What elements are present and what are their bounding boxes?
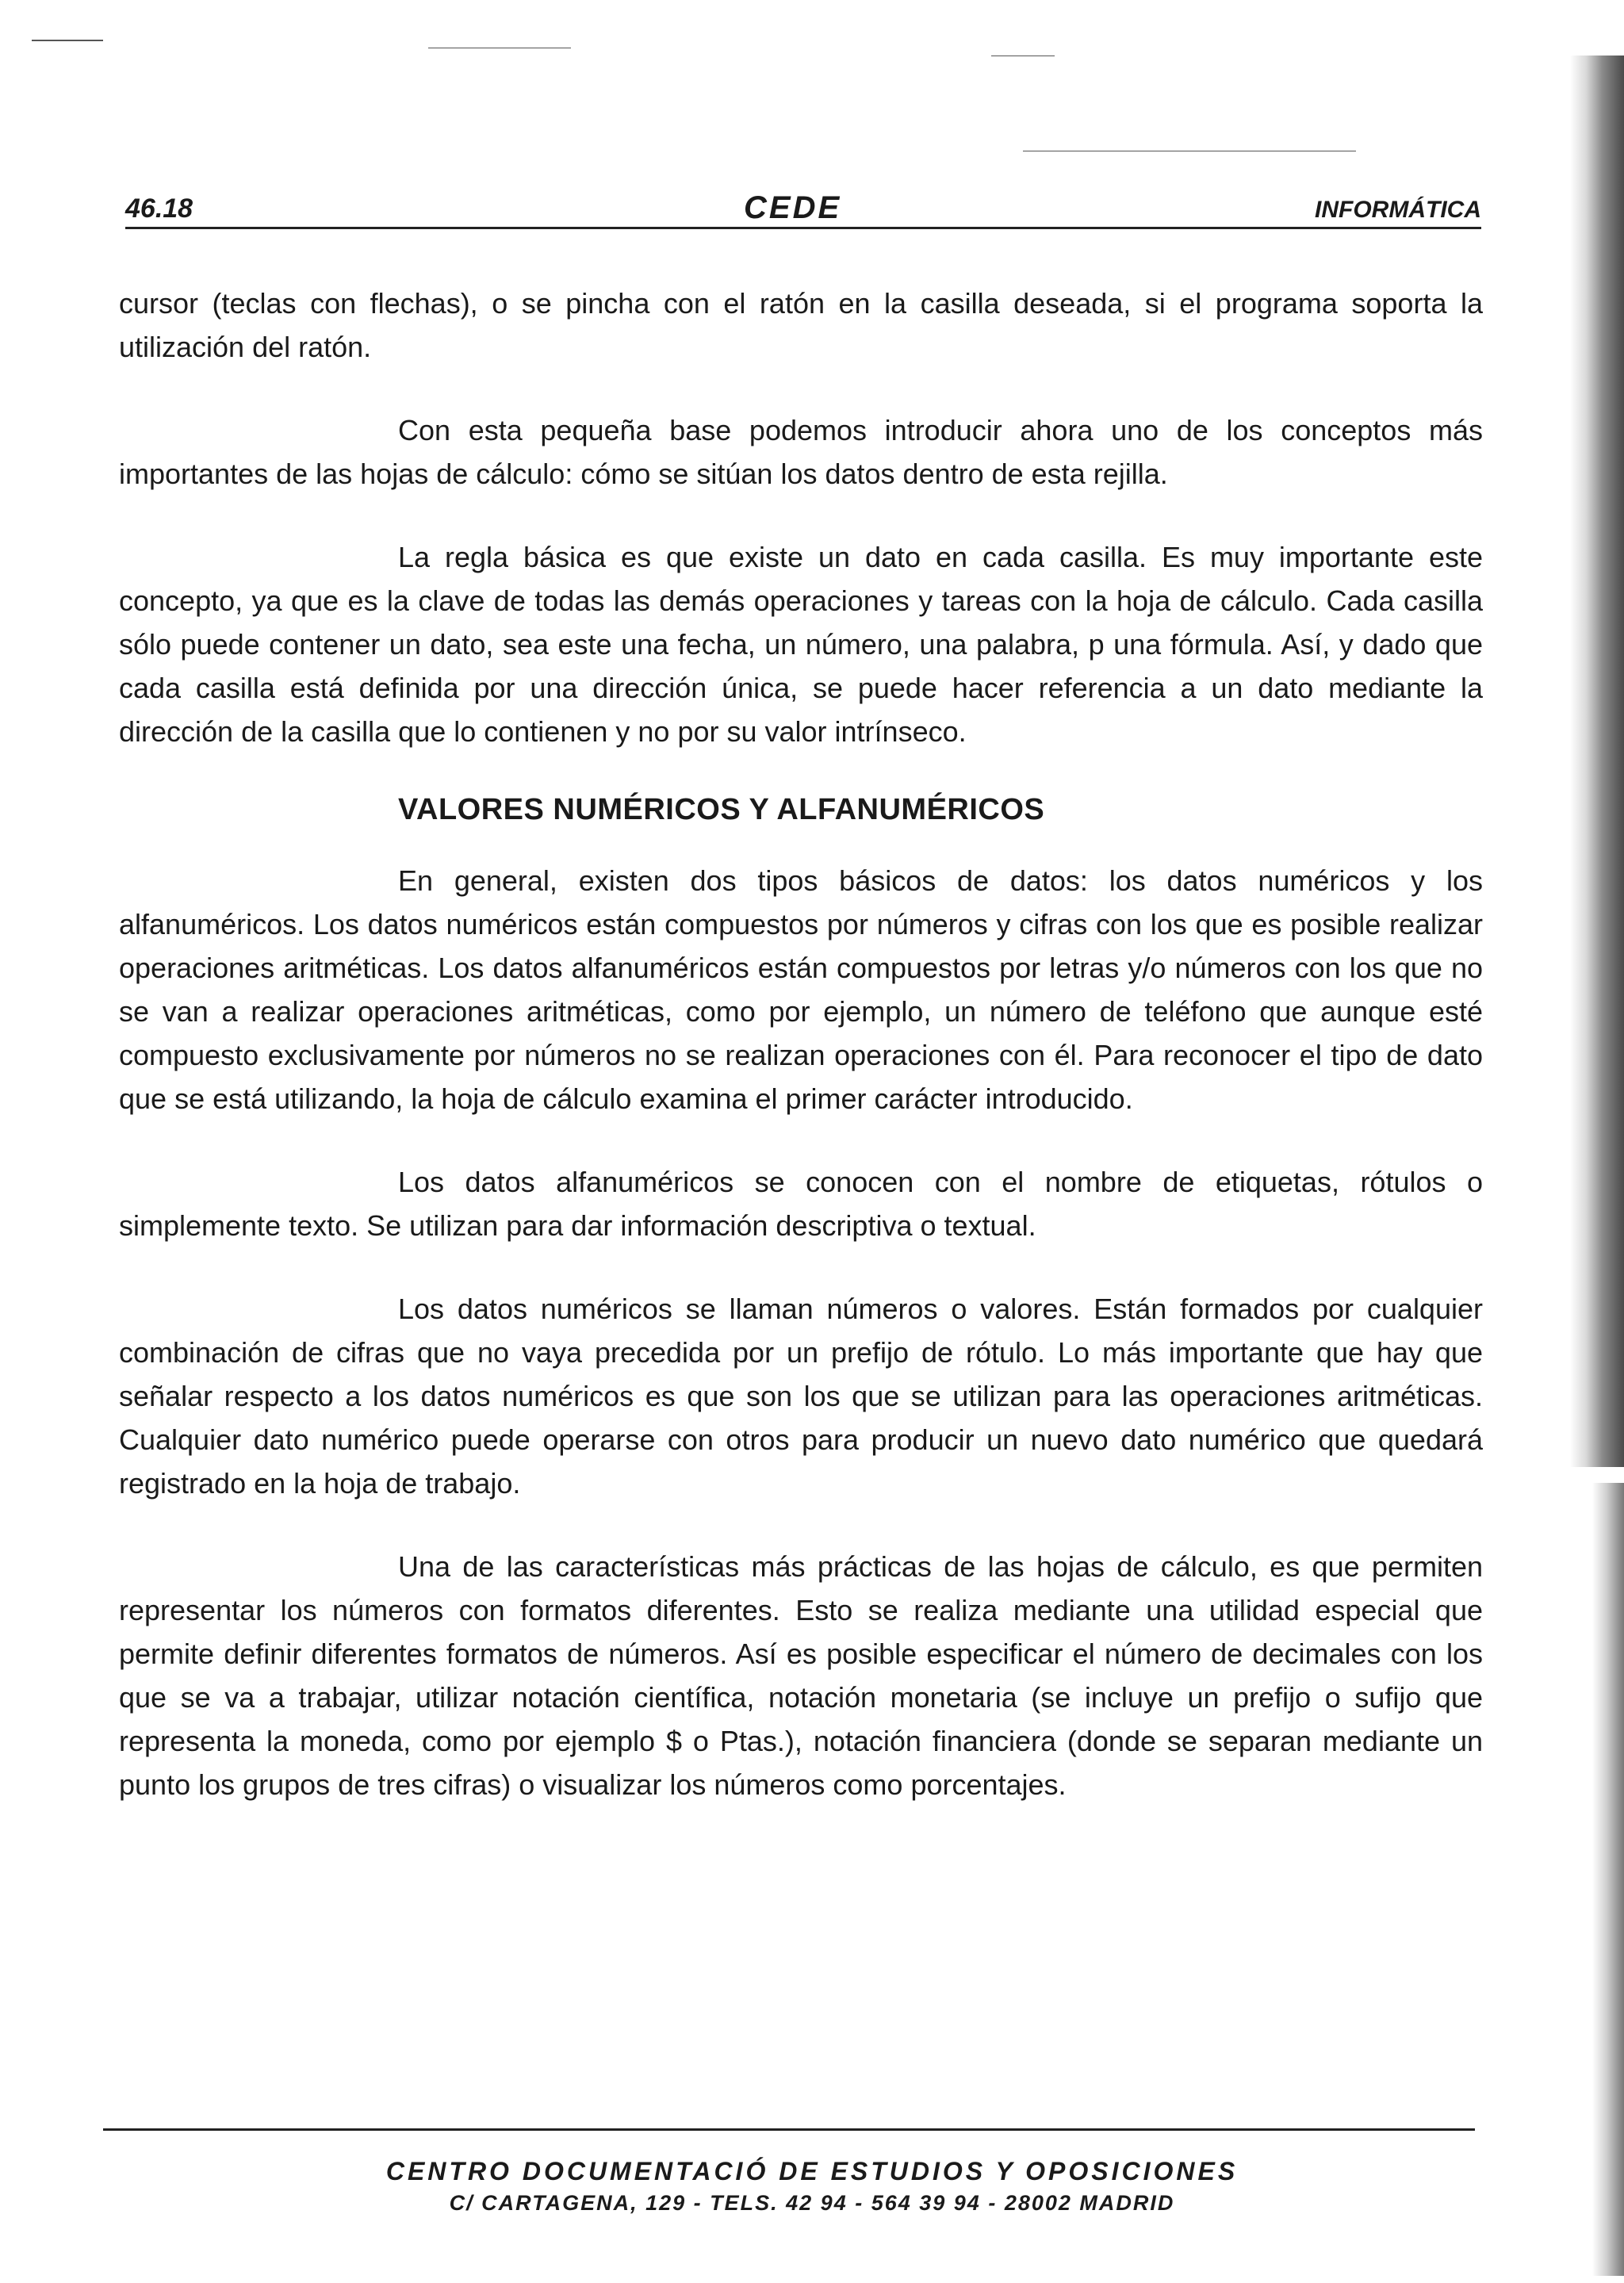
page-header	[125, 190, 1481, 230]
section-title: INFORMÁTICA	[1315, 197, 1481, 223]
body-paragraph: Con esta pequeña base podemos introducir ahora uno de los conceptos más importantes de las hojas de cálculo: cómo se sitúan los datos dentro de esta rejilla.	[119, 414, 1483, 490]
footer-address: C/ CARTAGENA, 129 - TELS. 42 94 - 564 39 94 - 28002 MADRID	[449, 2191, 1175, 2215]
scan-edge-shadow	[1570, 56, 1624, 1467]
header-rule	[125, 227, 1481, 229]
scan-artifact-line	[32, 40, 103, 41]
footer-rule	[103, 2128, 1475, 2131]
body-paragraph: Los datos alfanuméricos se conocen con el nombre de etiquetas, rótulos o simplemente texto. Se utilizan para dar información descriptiva o textual.	[119, 1166, 1483, 1242]
body-paragraph: Los datos numéricos se llaman números o valores. Están formados por cualquier combinación de cifras que no vaya precedida por un prefijo de rótulo. Lo más importante que hay que señalar respecto a los datos numéricos es que son los que se utilizan para las operaciones aritméticas. Cualquier dato numérico puede operarse con otros para producir un nuevo dato numérico que quedará registrado en la hoja de trabajo.	[119, 1293, 1483, 1500]
body-paragraph: Una de las características más prácticas de las hojas de cálculo, es que permiten representar los números con formatos diferentes. Esto se realiza mediante una utilidad especial que permite definir diferentes formatos de números. Así es posible especificar el número de decimales con los que se va a trabajar, utilizar notación científica, notación monetaria (se incluye un prefijo o sufijo que representa la moneda, como por ejemplo $ o Ptas.), notación financiera (donde se separan mediante un punto los grupos de tres cifras) o visualizar los números como porcentajes.	[119, 1550, 1483, 1801]
publisher-logo-text: CEDE	[744, 190, 842, 225]
body-paragraph: En general, existen dos tipos básicos de datos: los datos numéricos y los alfanuméricos. Los datos numéricos están compuestos por números y cifras con los que es posible realizar operaciones aritméticas. Los datos alfanuméricos están compuestos por letras y/o números con los que no se van a realizar operaciones aritméticas, como por ejemplo, un número de teléfono que aunque esté compuesto exclusivamente por números no se realizan operaciones con él. Para reconocer el tipo de dato que se está utilizando, la hoja de cálculo examina el primer carácter introducido.	[119, 864, 1483, 1115]
page-body	[119, 282, 1483, 1846]
body-paragraph: cursor (teclas con flechas), o se pincha con el ratón en la casilla deseada, si el programa soporta la utilización del ratón.	[119, 287, 1483, 363]
section-heading: VALORES NUMÉRICOS Y ALFANUMÉRICOS	[398, 793, 1045, 826]
footer-organization: CENTRO DOCUMENTACIÓ DE ESTUDIOS Y OPOSICIONES	[385, 2157, 1239, 2185]
page-footer	[0, 2157, 1624, 2216]
page-number: 46.18	[125, 193, 193, 224]
body-paragraph: La regla básica es que existe un dato en cada casilla. Es muy importante este concepto, ya que es la clave de todas las demás operaciones y tareas con la hoja de cálculo. Cada casilla sólo puede contener un dato, sea este una fecha, un número, una palabra, p una fórmula. Así, y dado que cada casilla está definida por una dirección única, se puede hacer referencia a un dato mediante la dirección de la casilla que lo contienen y no por su valor intrínseco.	[119, 541, 1483, 748]
